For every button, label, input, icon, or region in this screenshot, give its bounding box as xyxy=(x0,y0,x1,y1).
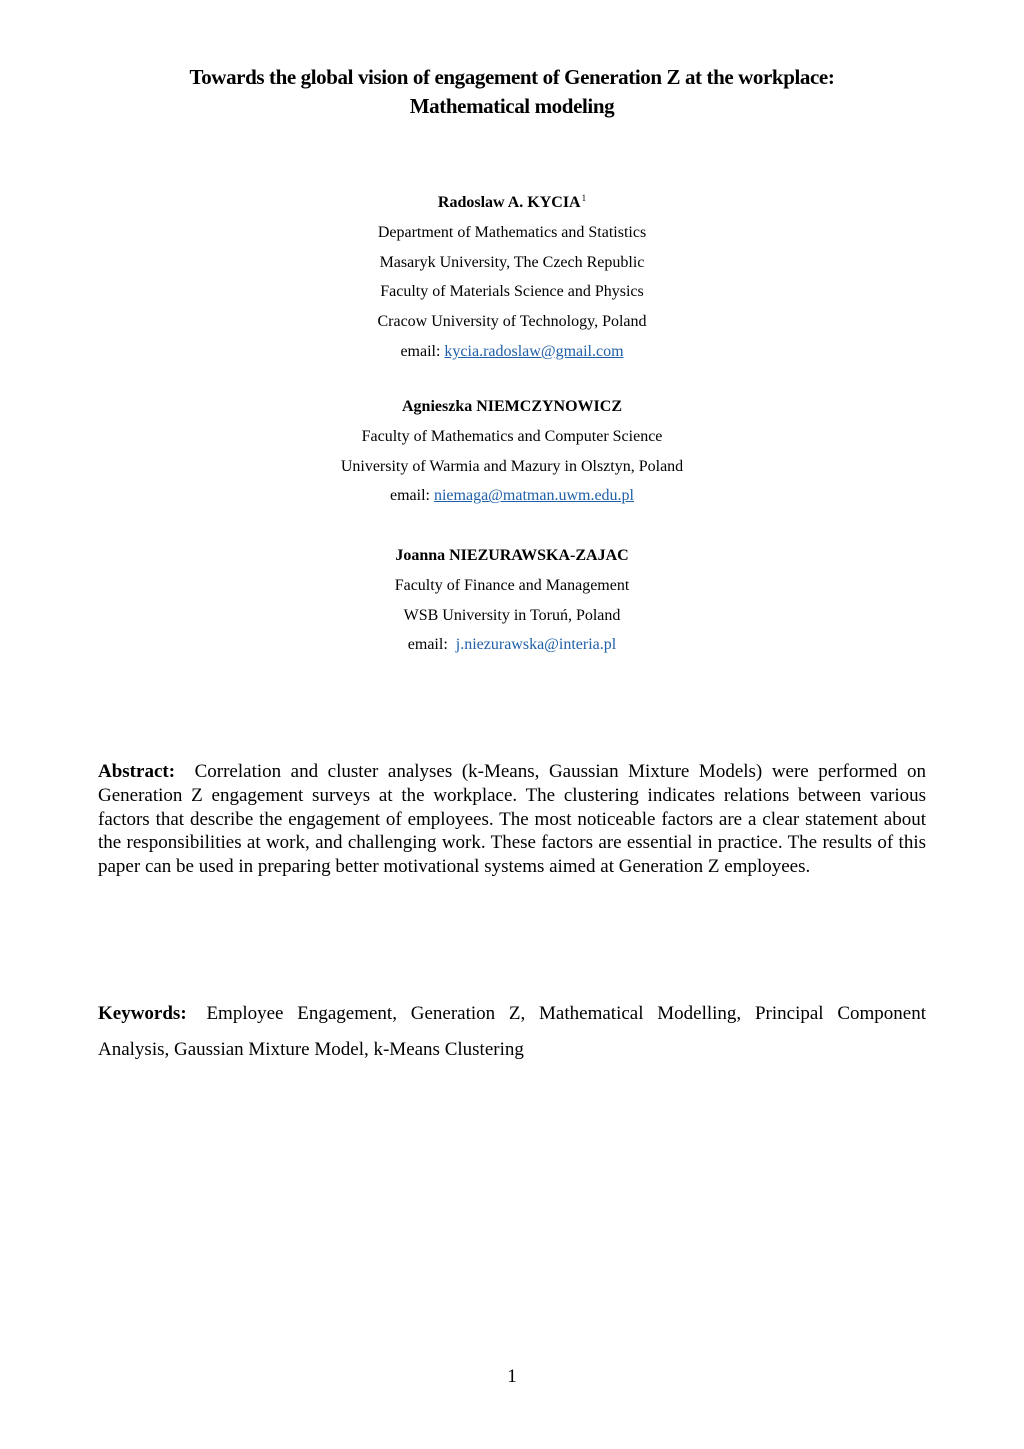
email-link[interactable]: niemaga@matman.uwm.edu.pl xyxy=(433,487,634,505)
email-label: email: xyxy=(407,636,448,654)
email-text[interactable]: j.niezurawska@interia.pl xyxy=(455,636,617,654)
affiliation-line: University of Warmia and Mazury in Olsztyn, Poland xyxy=(340,457,684,475)
email-label: email: xyxy=(390,487,430,505)
abstract-section xyxy=(98,760,926,879)
paper-title-line-2: Mathematical modeling xyxy=(409,94,615,118)
affiliation-line: Department of Mathematics and Statistics xyxy=(377,223,647,241)
author-name: Agnieszka NIEMCZYNOWICZ xyxy=(401,398,622,415)
paper-title xyxy=(0,63,1024,121)
email-line xyxy=(0,481,1024,511)
affiliation-line: Masaryk University, The Czech Republic xyxy=(379,253,645,271)
affiliation-line: Faculty of Materials Science and Physics xyxy=(380,283,644,301)
abstract-label: Abstract: xyxy=(98,761,176,782)
author-block-niemczynowicz xyxy=(0,392,1024,511)
keywords-section xyxy=(98,996,926,1068)
paper-title-line-1: Towards the global vision of engagement of Generation Z at the workplace: xyxy=(189,65,835,89)
keywords-label: Keywords: xyxy=(98,1003,187,1024)
author-name: Joanna NIEZURAWSKA-ZAJAC xyxy=(395,547,629,564)
affiliation-line: Faculty of Mathematics and Computer Science xyxy=(361,427,663,445)
email-line xyxy=(0,630,1024,660)
affiliation-line: WSB University in Toruń, Poland xyxy=(403,606,621,624)
author-name: Radoslaw A. KYCIA$^1$ xyxy=(437,193,587,211)
keywords-text: Employee Engagement, Generation Z, Mathematical Modelling, Principal Component Analysis, Gaussian Mixture Model, k-Means Clustering xyxy=(98,1003,926,1060)
affiliation-line: Cracow University of Technology, Poland xyxy=(377,313,647,331)
email-label: email: xyxy=(400,342,441,360)
email-line xyxy=(0,337,1024,367)
email-link[interactable]: kycia.radoslaw@gmail.com xyxy=(444,342,624,360)
author-block-kycia xyxy=(0,184,1024,367)
abstract-text: Correlation and cluster analyses (k-Means, Gaussian Mixture Models) were performed on Generation Z engagement surveys at the workplace. The clustering indicates relations between various factors that describe the engagement of employees. The most noticeable factors are a clear statement about the responsibilities at work, and challenging work. These factors are essential in practice. The results of this paper can be used in preparing better motivational systems aimed at Generation Z employees. xyxy=(98,761,926,878)
footnote-mark[interactable]: 1 xyxy=(581,193,587,203)
affiliation-line: Faculty of Finance and Management xyxy=(394,576,630,594)
page-number: 1 xyxy=(507,1366,517,1387)
author-block-niezurawska-zajac xyxy=(0,541,1024,660)
